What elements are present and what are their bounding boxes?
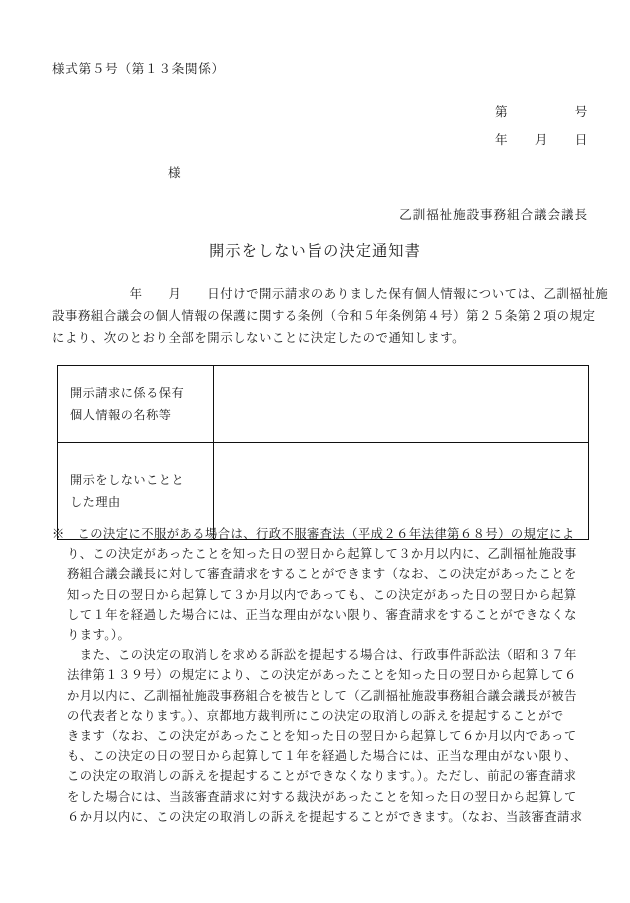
document-meta-block: [495, 101, 588, 157]
note-line: の代表者となります。）、京都地方裁判所にこの決定の取消しの訴えを提起することがで: [67, 708, 564, 723]
table-row: [58, 366, 589, 443]
legal-note-section: [52, 524, 582, 827]
disclosure-table: [57, 365, 589, 540]
note-line: 法律第１３９号）の規定により、この決定があったことを知った日の翌日から起算して６: [67, 668, 577, 683]
note-line: 務組合議会議長に対して審査請求をすることができます（なお、この決定があったことを: [67, 567, 577, 582]
table-label-line: した理由: [70, 495, 121, 509]
body-line: 年 月 日付けで開示請求のありました保有個人情報については、乙訓福祉施: [52, 287, 609, 301]
note-line: ります。）。: [67, 628, 131, 643]
addressee-line: 様: [168, 166, 182, 180]
note-line: も、この決定の日の翌日から起算して１年を経過した場合には、正当な理由がない限り、: [67, 749, 577, 764]
body-line: 設事務組合議会の個人情報の保護に関する条例（令和５年条例第４号）第２５条第２項の規定: [52, 309, 596, 323]
table-label-line: 開示をしないことと: [70, 473, 185, 487]
note-line: か月以内に、乙訓福祉施設事務組合を被告として（乙訓福祉施設事務組合議会議長が被告: [67, 688, 577, 703]
table-label-line: 個人情報の名称等: [70, 408, 172, 422]
note-line: きます（なお、この決定があったことを知った日の翌日から起算して６か月以内であって: [67, 729, 577, 744]
table-label-line: 開示請求に係る保有: [70, 386, 185, 400]
document-number-line: 第 号: [494, 105, 588, 119]
note-line: この決定の取消しの訴えを提起することができなくなります。）。ただし、前記の審査請求: [67, 769, 577, 784]
form-number: 様式第５号（第１３条関係）: [52, 62, 225, 76]
note-line: り、この決定があったことを知った日の翌日から起算して３か月以内に、乙訓福祉施設事: [67, 547, 577, 562]
body-line: により、次のとおり全部を開示しないことに決定したので通知します。: [52, 331, 466, 345]
note-line: ６か月以内に、この決定の取消しの訴えを提起することができます。（なお、当該審査請求: [67, 809, 583, 824]
note-line: して１年を経過した場合には、正当な理由がない限り、審査請求をすることができなくな: [67, 607, 577, 622]
note-line: をした場合には、当該審査請求に対する裁決があったことを知った日の翌日から起算して: [67, 789, 577, 804]
document-date-line: 年 月 日: [494, 133, 588, 147]
table-row-label: [58, 366, 214, 443]
page-title: 開示をしない旨の決定通知書: [209, 243, 421, 260]
note-line: また、この決定の取消しを求める訴訟を提起する場合は、行政事件訴訟法（昭和３７年: [67, 648, 577, 663]
table-row-value[interactable]: [214, 366, 589, 443]
note-line: 知った日の翌日から起算して３か月以内であっても、この決定があった日の翌日から起算: [67, 587, 577, 602]
issuer-name: 乙訓福祉施設事務組合議会議長: [399, 208, 588, 222]
body-paragraph: [52, 283, 609, 349]
note-line: ※ この決定に不服がある場合は、行政不服審査法（平成２６年法律第６８号）の規定によ: [52, 527, 575, 541]
